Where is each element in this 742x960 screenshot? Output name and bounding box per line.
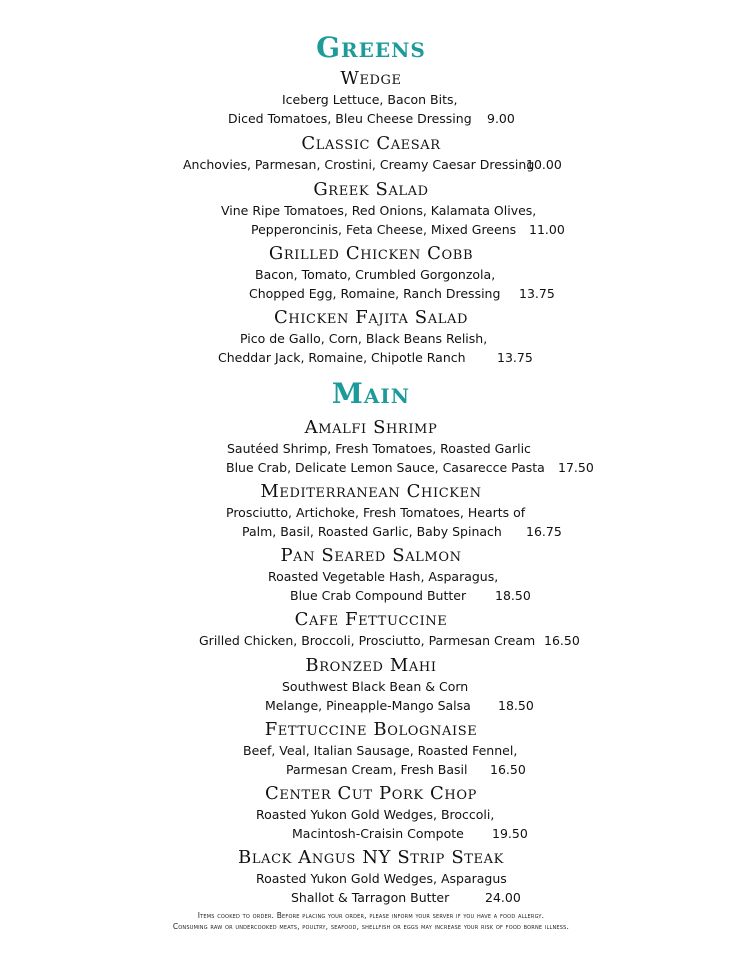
menu-item-grilled-chicken-cobb xyxy=(0,243,742,303)
item-price: 16.50 xyxy=(544,633,580,648)
menu-item-fettuccine-bolognaise xyxy=(0,719,742,779)
item-description-line: Southwest Black Bean & Corn xyxy=(282,679,469,694)
item-price: 19.50 xyxy=(492,826,528,841)
item-description-line: Pico de Gallo, Corn, Black Beans Relish, xyxy=(240,331,488,346)
item-name: Wedge xyxy=(340,68,402,89)
item-name: Amalfi Shrimp xyxy=(304,417,438,438)
menu-item-mediterranean-chicken xyxy=(0,481,742,541)
item-description-line: Blue Crab Compound Butter 18.50 xyxy=(290,588,531,603)
item-price: 11.00 xyxy=(529,222,565,237)
item-name: Cafe Fettuccine xyxy=(294,609,448,630)
menu-item-greek-salad xyxy=(0,179,742,239)
item-name: Grilled Chicken Cobb xyxy=(268,243,474,264)
item-price: 16.50 xyxy=(490,762,526,777)
item-description-line: Grilled Chicken, Broccoli, Prosciutto, Parmesan Cream 16.50 xyxy=(199,633,580,648)
item-description-line: Beef, Veal, Italian Sausage, Roasted Fennel, xyxy=(243,743,518,758)
item-price: 10.00 xyxy=(526,157,562,172)
menu-item-wedge xyxy=(0,68,742,128)
item-name: Fettuccine Bolognaise xyxy=(264,719,478,740)
item-description-line: Diced Tomatoes, Bleu Cheese Dressing 9.00 xyxy=(228,111,515,126)
item-description-line: Roasted Yukon Gold Wedges, Broccoli, xyxy=(256,807,495,822)
item-price: 16.75 xyxy=(526,524,562,539)
item-name: Chicken Fajita Salad xyxy=(274,307,468,328)
menu-item-cafe-fettuccine xyxy=(0,609,742,650)
item-description-line: Palm, Basil, Roasted Garlic, Baby Spinach 16.75 xyxy=(242,524,562,539)
menu-item-bronzed-mahi xyxy=(0,655,742,715)
item-description-line: Blue Crab, Delicate Lemon Sauce, Casarecce Pasta 17.50 xyxy=(226,460,594,475)
item-price: 18.50 xyxy=(498,698,534,713)
item-price: 13.75 xyxy=(519,286,555,301)
item-description-line: Pepperoncinis, Feta Cheese, Mixed Greens 11.00 xyxy=(251,222,565,237)
item-description-line: Sautéed Shrimp, Fresh Tomatoes, Roasted Garlic xyxy=(227,441,531,456)
item-description-line: Roasted Vegetable Hash, Asparagus, xyxy=(268,569,499,584)
section-title-main: Main xyxy=(331,377,411,410)
item-name: Bronzed Mahi xyxy=(305,655,437,676)
item-description-line: Iceberg Lettuce, Bacon Bits, xyxy=(282,92,458,107)
item-name: Pan Seared Salmon xyxy=(280,545,462,566)
item-description-line: Macintosh-Craisin Compote 19.50 xyxy=(292,826,528,841)
section-title-greens: Greens xyxy=(316,31,426,64)
menu-item-classic-caesar xyxy=(0,133,742,174)
item-description-line: Bacon, Tomato, Crumbled Gorgonzola, xyxy=(255,267,496,282)
menu-item-pan-seared-salmon xyxy=(0,545,742,605)
item-price: 24.00 xyxy=(485,890,521,905)
menu-item-center-cut-pork-chop xyxy=(0,783,742,843)
item-name: Classic Caesar xyxy=(301,133,441,154)
item-description-line: Parmesan Cream, Fresh Basil 16.50 xyxy=(286,762,526,777)
footnote-line: Items cooked to order. Before placing your order, please inform your server if you have a food allergy. xyxy=(197,911,545,920)
item-description-line: Anchovies, Parmesan, Crostini, Creamy Caesar Dressing 10.00 xyxy=(183,157,562,172)
item-description-line: Chopped Egg, Romaine, Ranch Dressing 13.75 xyxy=(249,286,555,301)
item-name: Center Cut Pork Chop xyxy=(265,783,477,804)
item-description-line: Prosciutto, Artichoke, Fresh Tomatoes, Hearts of xyxy=(226,505,526,520)
item-description-line: Melange, Pineapple-Mango Salsa 18.50 xyxy=(265,698,534,713)
item-name: Mediterranean Chicken xyxy=(260,481,482,502)
item-description-line: Cheddar Jack, Romaine, Chipotle Ranch 13.75 xyxy=(218,350,533,365)
item-price: 9.00 xyxy=(487,111,515,126)
item-name: Black Angus NY Strip Steak xyxy=(238,847,504,868)
allergy-notice xyxy=(0,910,742,932)
menu-item-black-angus-ny-strip-steak xyxy=(0,847,742,907)
item-description-line: Shallot & Tarragon Butter 24.00 xyxy=(291,890,521,905)
item-price: 18.50 xyxy=(495,588,531,603)
item-description-line: Roasted Yukon Gold Wedges, Asparagus xyxy=(256,871,507,886)
item-price: 17.50 xyxy=(558,460,594,475)
menu-item-amalfi-shrimp xyxy=(0,417,742,477)
menu-item-chicken-fajita-salad xyxy=(0,307,742,367)
footnote-line: Consuming raw or undercooked meats, poultry, seafood, shellfish or eggs may increase your risk of food borne illness. xyxy=(172,922,570,931)
item-price: 13.75 xyxy=(497,350,533,365)
item-description-line: Vine Ripe Tomatoes, Red Onions, Kalamata Olives, xyxy=(221,203,537,218)
item-name: Greek Salad xyxy=(313,179,429,200)
